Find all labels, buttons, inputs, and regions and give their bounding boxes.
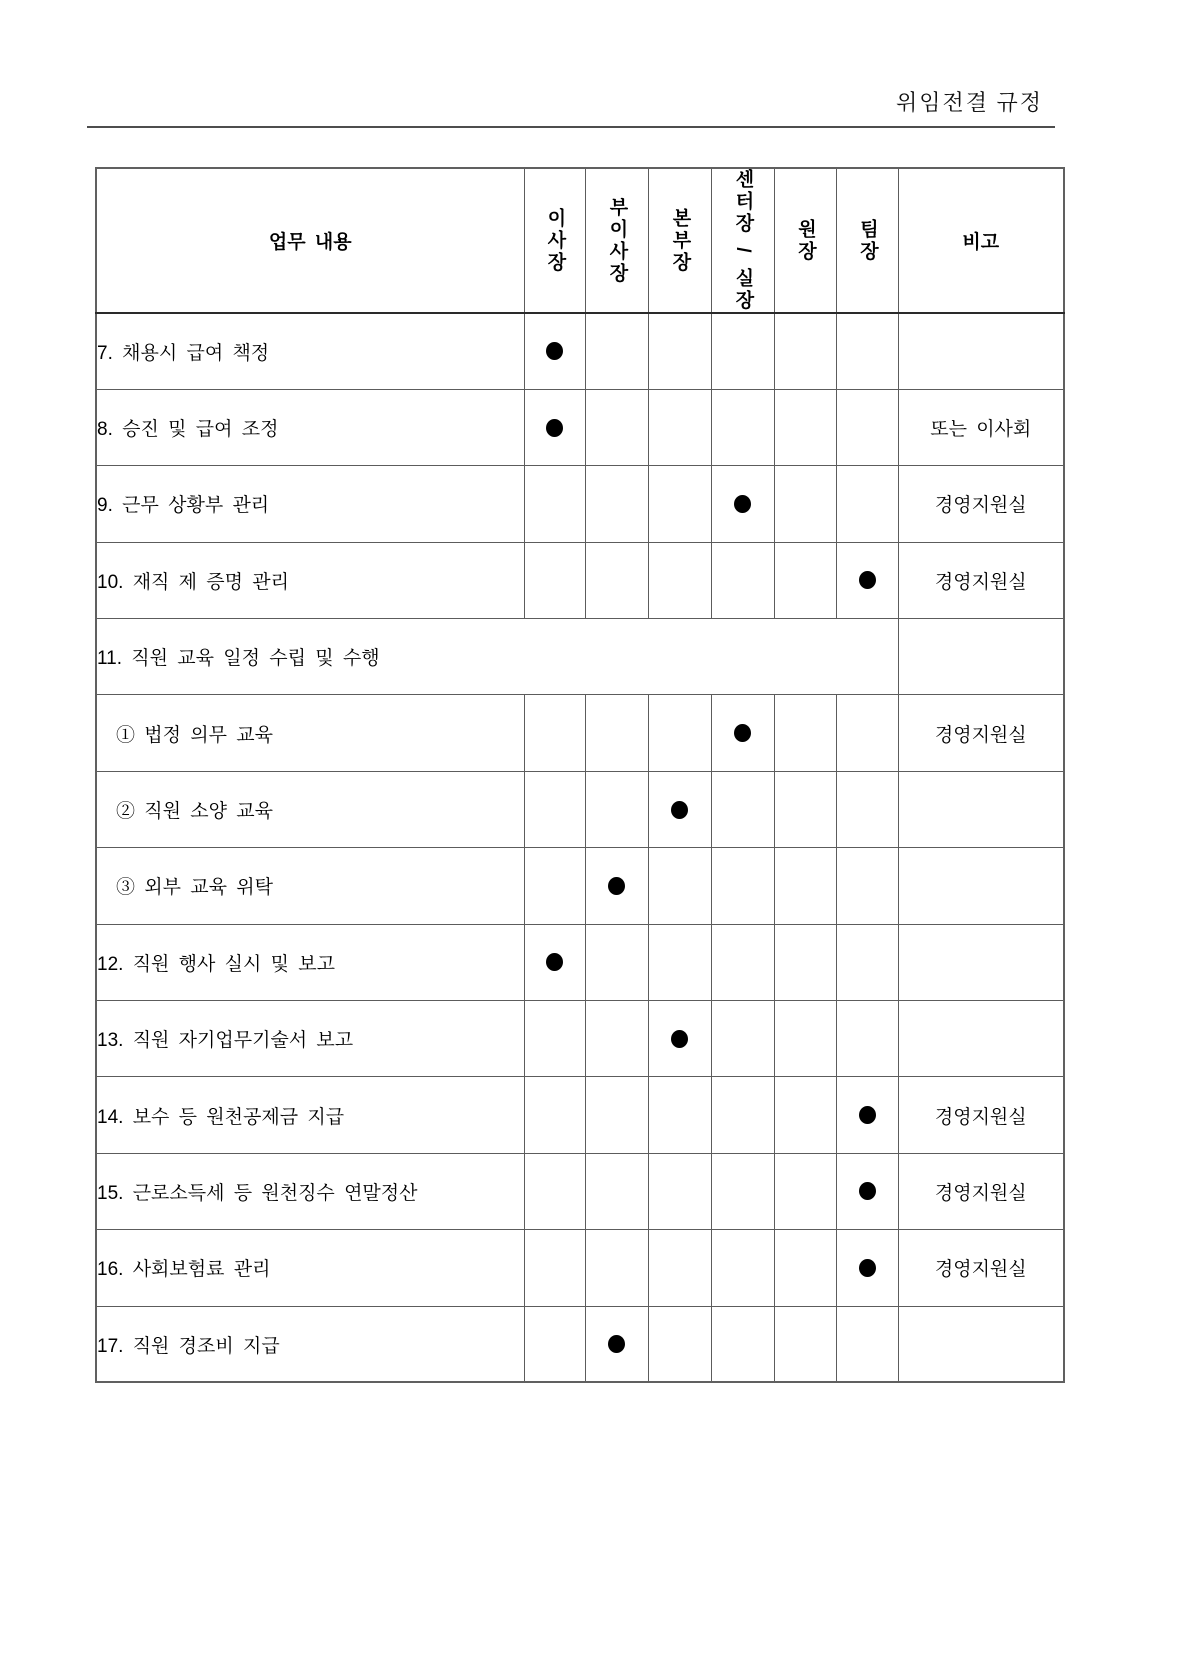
approval-cell (836, 466, 898, 542)
table-row (96, 1077, 1064, 1153)
header-row (96, 168, 1064, 313)
task-cell: 11. 직원 교육 일정 수립 및 수행 (96, 619, 898, 695)
approval-dot (671, 801, 688, 819)
remark-cell (898, 619, 1064, 695)
table-row (96, 1001, 1064, 1077)
table-row (96, 619, 1064, 695)
approval-cell (774, 313, 836, 389)
task-cell: 8. 승진 및 급여 조정 (96, 389, 524, 465)
task-cell: 14. 보수 등 원천공제금 지급 (96, 1077, 524, 1153)
approval-cell (836, 695, 898, 771)
approval-cell (774, 695, 836, 771)
approval-cell (524, 1306, 585, 1382)
table-row (96, 1306, 1064, 1382)
approval-cell (648, 313, 711, 389)
approval-cell (836, 924, 898, 1000)
approval-cell (524, 1153, 585, 1229)
doc-header (87, 86, 1055, 128)
approval-cell (711, 771, 774, 847)
approval-cell (585, 542, 648, 618)
approval-cell (836, 1306, 898, 1382)
approval-cell (585, 1230, 648, 1306)
approval-cell (585, 924, 648, 1000)
vertical-header-label: 본부장 (669, 207, 691, 274)
approval-cell (711, 542, 774, 618)
task-cell: 10. 재직 제 증명 관리 (96, 542, 524, 618)
approval-cell (524, 466, 585, 542)
table-row (96, 389, 1064, 465)
approval-cell (836, 1077, 898, 1153)
approval-dot (608, 1335, 625, 1353)
approval-cell (524, 848, 585, 924)
approval-cell (585, 695, 648, 771)
approval-dot (546, 419, 563, 437)
approval-table-body (96, 313, 1064, 1382)
task-cell: 9. 근무 상황부 관리 (96, 466, 524, 542)
approval-table (95, 167, 1065, 1383)
approval-cell (648, 924, 711, 1000)
approval-cell (585, 1306, 648, 1382)
approval-cell (836, 848, 898, 924)
approval-cell (711, 1001, 774, 1077)
approval-cell (774, 542, 836, 618)
approval-cell (648, 466, 711, 542)
approval-cell (648, 542, 711, 618)
approval-cell (524, 313, 585, 389)
table-row (96, 542, 1064, 618)
remark-cell (898, 848, 1064, 924)
vertical-header-label: 센터장 / 실장 (732, 169, 754, 312)
task-cell: 16. 사회보험료 관리 (96, 1230, 524, 1306)
remark-cell: 경영지원실 (898, 466, 1064, 542)
approval-cell (711, 848, 774, 924)
approval-cell (711, 695, 774, 771)
vertical-header-label: 원장 (794, 218, 816, 263)
approval-cell (836, 389, 898, 465)
approval-cell (774, 1077, 836, 1153)
approval-cell (524, 924, 585, 1000)
task-cell: 7. 채용시 급여 책정 (96, 313, 524, 389)
approval-cell (711, 1230, 774, 1306)
table-row (96, 1230, 1064, 1306)
task-cell: 12. 직원 행사 실시 및 보고 (96, 924, 524, 1000)
table-row (96, 924, 1064, 1000)
approval-cell (648, 1230, 711, 1306)
approval-cell (711, 466, 774, 542)
approval-dot (608, 877, 625, 895)
doc-title: 위임전결 규정 (895, 90, 1043, 115)
table-row (96, 313, 1064, 389)
remark-cell (898, 1306, 1064, 1382)
approval-cell (585, 1077, 648, 1153)
column-header-chairman (524, 168, 585, 313)
column-header-task: 업무 내용 (96, 168, 524, 313)
column-header-remark: 비고 (898, 168, 1064, 313)
table-row (96, 695, 1064, 771)
approval-cell (774, 848, 836, 924)
vertical-header-label: 부이사장 (606, 196, 628, 285)
approval-cell (711, 1153, 774, 1229)
approval-cell (585, 1001, 648, 1077)
column-header-team-leader (836, 168, 898, 313)
approval-cell (774, 1306, 836, 1382)
approval-cell (648, 1153, 711, 1229)
approval-cell (774, 924, 836, 1000)
approval-cell (774, 389, 836, 465)
approval-cell (836, 1153, 898, 1229)
approval-cell (774, 1153, 836, 1229)
approval-cell (524, 542, 585, 618)
approval-cell (711, 389, 774, 465)
table-row (96, 771, 1064, 847)
column-header-director (774, 168, 836, 313)
approval-dot (671, 1030, 688, 1048)
task-cell: ③ 외부 교육 위탁 (96, 848, 524, 924)
approval-cell (774, 1001, 836, 1077)
approval-cell (836, 1230, 898, 1306)
approval-cell (711, 313, 774, 389)
approval-cell (648, 1001, 711, 1077)
approval-cell (648, 1306, 711, 1382)
remark-cell: 경영지원실 (898, 1230, 1064, 1306)
approval-cell (585, 771, 648, 847)
approval-cell (524, 1230, 585, 1306)
remark-cell (898, 1001, 1064, 1077)
approval-cell (524, 389, 585, 465)
approval-cell (648, 695, 711, 771)
approval-cell (585, 313, 648, 389)
vertical-header-label: 이사장 (544, 207, 566, 274)
approval-dot (734, 724, 751, 742)
approval-cell (585, 389, 648, 465)
approval-dot (546, 953, 563, 971)
approval-cell (648, 1077, 711, 1153)
remark-cell: 경영지원실 (898, 542, 1064, 618)
approval-cell (836, 1001, 898, 1077)
table-row (96, 466, 1064, 542)
approval-cell (648, 848, 711, 924)
approval-cell (711, 1077, 774, 1153)
approval-cell (836, 542, 898, 618)
remark-cell: 또는 이사회 (898, 389, 1064, 465)
approval-dot (859, 1259, 876, 1277)
approval-cell (711, 924, 774, 1000)
remark-cell: 경영지원실 (898, 1153, 1064, 1229)
remark-cell (898, 924, 1064, 1000)
approval-dot (859, 571, 876, 589)
table-row (96, 848, 1064, 924)
approval-cell (774, 466, 836, 542)
approval-cell (524, 1077, 585, 1153)
approval-cell (774, 1230, 836, 1306)
approval-cell (585, 848, 648, 924)
approval-cell (836, 771, 898, 847)
approval-cell (524, 1001, 585, 1077)
remark-cell (898, 313, 1064, 389)
approval-cell (774, 771, 836, 847)
column-header-division-head (648, 168, 711, 313)
task-cell: ① 법정 의무 교육 (96, 695, 524, 771)
task-cell: 13. 직원 자기업무기술서 보고 (96, 1001, 524, 1077)
task-cell: ② 직원 소양 교육 (96, 771, 524, 847)
remark-cell: 경영지원실 (898, 1077, 1064, 1153)
vertical-header-label: 팀장 (856, 218, 878, 263)
approval-dot (546, 342, 563, 360)
remark-cell: 경영지원실 (898, 695, 1064, 771)
remark-cell (898, 771, 1064, 847)
column-header-vice-chairman (585, 168, 648, 313)
task-cell: 17. 직원 경조비 지급 (96, 1306, 524, 1382)
approval-cell (711, 1306, 774, 1382)
approval-cell (836, 313, 898, 389)
column-header-center-head (711, 168, 774, 313)
approval-cell (524, 695, 585, 771)
approval-cell (648, 771, 711, 847)
approval-dot (859, 1106, 876, 1124)
table-row (96, 1153, 1064, 1229)
task-cell: 15. 근로소득세 등 원천징수 연말정산 (96, 1153, 524, 1229)
approval-cell (648, 389, 711, 465)
approval-cell (585, 466, 648, 542)
approval-dot (859, 1182, 876, 1200)
approval-cell (524, 771, 585, 847)
approval-cell (585, 1153, 648, 1229)
approval-dot (734, 495, 751, 513)
